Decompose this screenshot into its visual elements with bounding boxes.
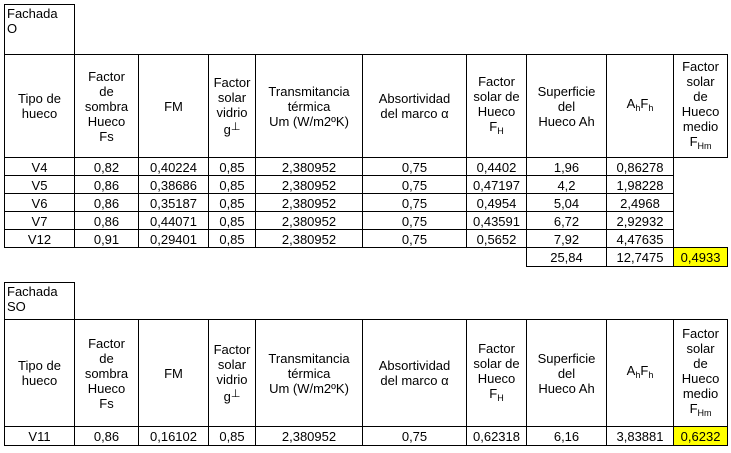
cell-fs: 0,91 <box>75 230 139 248</box>
cell-ah: 6,16 <box>527 427 607 446</box>
cell-ah: 5,04 <box>527 194 607 212</box>
cell-fh: 0,43591 <box>467 212 527 230</box>
cell-um: 2,380952 <box>256 427 363 446</box>
cell-fh: 0,5652 <box>467 230 527 248</box>
cell-um: 2,380952 <box>256 212 363 230</box>
table-row <box>5 230 728 248</box>
cell-fs: 0,86 <box>75 427 139 446</box>
total-ah: 25,84 <box>527 248 607 267</box>
cell-fhm-highlighted: 0,6232 <box>674 427 728 446</box>
cell-um: 2,380952 <box>256 158 363 176</box>
header-fs: Factor de sombra Hueco Fs <box>75 320 139 427</box>
cell-fs: 0,86 <box>75 176 139 194</box>
cell-alpha: 0,75 <box>363 158 467 176</box>
cell-ahfh: 2,92932 <box>607 212 674 230</box>
header-ahfh: $A_hF_h$ <box>607 320 674 427</box>
cell-ahfh: 2,4968 <box>607 194 674 212</box>
cell-ahfh: 3,83881 <box>607 427 674 446</box>
cell-fm: 0,38686 <box>139 176 209 194</box>
cell-tipo: V4 <box>5 158 75 176</box>
cell-g: 0,85 <box>209 212 256 230</box>
cell-fm: 0,35187 <box>139 194 209 212</box>
cell-tipo: V12 <box>5 230 75 248</box>
cell-fs: 0,86 <box>75 212 139 230</box>
header-fm: FM <box>139 55 209 158</box>
cell-ahfh: 0,86278 <box>607 158 674 176</box>
header-fh: Factor solar de Hueco $F_H$ <box>467 55 527 158</box>
cell-um: 2,380952 <box>256 230 363 248</box>
table-row <box>5 176 728 194</box>
cell-fh: 0,4954 <box>467 194 527 212</box>
table-row <box>5 427 728 446</box>
cell-g: 0,85 <box>209 194 256 212</box>
cell-alpha: 0,75 <box>363 194 467 212</box>
fachada-o-label: Fachada O <box>5 5 75 55</box>
cell-tipo: V11 <box>5 427 75 446</box>
cell-fh: 0,47197 <box>467 176 527 194</box>
header-tipo: Tipo de hueco <box>5 55 75 158</box>
total-fhm-highlighted: 0,4933 <box>674 248 728 267</box>
table-row <box>5 212 728 230</box>
header-alpha: Absortividad del marco α <box>363 320 467 427</box>
cell-fm: 0,40224 <box>139 158 209 176</box>
cell-ahfh: 4,47635 <box>607 230 674 248</box>
totals-row <box>5 248 728 267</box>
cell-ah: 7,92 <box>527 230 607 248</box>
header-ah: Superficie del Hueco Ah <box>527 320 607 427</box>
cell-alpha: 0,75 <box>363 212 467 230</box>
cell-alpha: 0,75 <box>363 427 467 446</box>
header-fh: Factor solar de Hueco $F_H$ <box>467 320 527 427</box>
cell-g: 0,85 <box>209 158 256 176</box>
cell-tipo: V5 <box>5 176 75 194</box>
cell-g: 0,85 <box>209 176 256 194</box>
cell-ah: 4,2 <box>527 176 607 194</box>
fachada-so-label: Fachada SO <box>5 283 75 320</box>
header-row <box>5 55 728 158</box>
cell-alpha: 0,75 <box>363 230 467 248</box>
cell-g: 0,85 <box>209 230 256 248</box>
header-row <box>5 320 728 427</box>
cell-fm: 0,16102 <box>139 427 209 446</box>
cell-tipo: V6 <box>5 194 75 212</box>
header-alpha: Absortividad del marco α <box>363 55 467 158</box>
table-fachada-o <box>4 4 728 267</box>
cell-alpha: 0,75 <box>363 176 467 194</box>
cell-fh: 0,4402 <box>467 158 527 176</box>
total-ahfh: 12,7475 <box>607 248 674 267</box>
header-fm: FM <box>139 320 209 427</box>
cell-ah: 1,96 <box>527 158 607 176</box>
header-fs: Factor de sombra Hueco Fs <box>75 55 139 158</box>
header-um: Transmitancia térmica Um (W/m2ºK) <box>256 55 363 158</box>
header-g: Factor solar vidrio g⊥ <box>209 55 256 158</box>
table-row <box>5 158 728 176</box>
header-tipo: Tipo de hueco <box>5 320 75 427</box>
header-fhm: Factor solar de Hueco medio $F_{Hm}$ <box>674 55 728 158</box>
header-um: Transmitancia térmica Um (W/m2ºK) <box>256 320 363 427</box>
cell-fm: 0,29401 <box>139 230 209 248</box>
cell-fh: 0,62318 <box>467 427 527 446</box>
table-fachada-so <box>4 282 728 446</box>
header-ah: Superficie del Hueco Ah <box>527 55 607 158</box>
cell-fm: 0,44071 <box>139 212 209 230</box>
header-fhm: Factor solar de Hueco medio $F_{Hm}$ <box>674 320 728 427</box>
header-ahfh: $A_hF_h$ <box>607 55 674 158</box>
cell-fs: 0,86 <box>75 194 139 212</box>
cell-um: 2,380952 <box>256 176 363 194</box>
cell-ahfh: 1,98228 <box>607 176 674 194</box>
cell-ah: 6,72 <box>527 212 607 230</box>
cell-g: 0,85 <box>209 427 256 446</box>
cell-fs: 0,82 <box>75 158 139 176</box>
cell-um: 2,380952 <box>256 194 363 212</box>
table-row <box>5 194 728 212</box>
cell-tipo: V7 <box>5 212 75 230</box>
header-g: Factor solar vidrio g⊥ <box>209 320 256 427</box>
